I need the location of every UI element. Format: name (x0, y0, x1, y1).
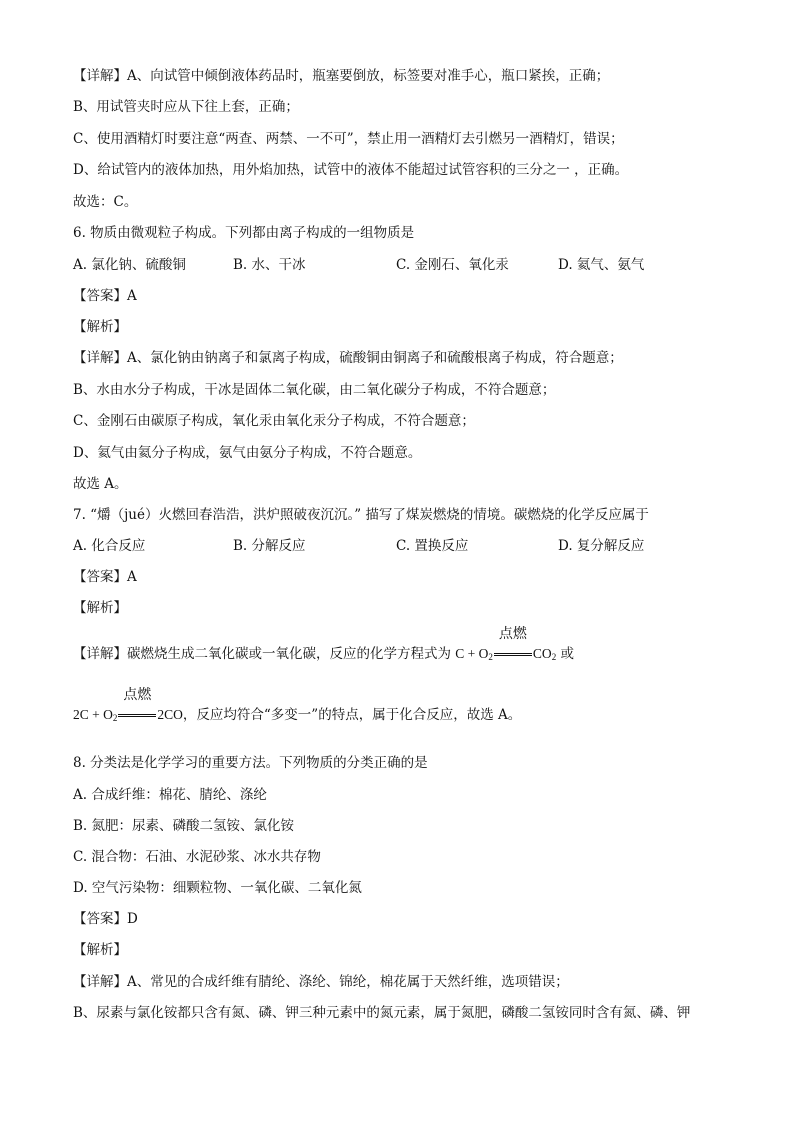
q7-analysis-heading: 【解析】 (73, 600, 127, 616)
q7-detail-line1 (73, 627, 574, 666)
eq2-o2-subscript: 2 (112, 713, 118, 723)
q5-conclusion: 故选：C。 (73, 194, 138, 210)
q5-detail-d: D、给试管内的液体加热，用外焰加热，试管中的液体不能超过试管容积的三分之一 ，正确。 (73, 162, 629, 178)
reaction-condition-arrow-2 (118, 688, 156, 724)
equation-carbon-dioxide (455, 627, 557, 662)
q7-option-b: B. 分解反应 (233, 538, 306, 554)
q5-detail-b: B、用试管夹时应从下往上套，正确； (73, 99, 299, 115)
reaction-condition-arrow (494, 627, 532, 663)
q8-answer: 【答案】D (73, 911, 138, 927)
q6-option-b: B. 水、干冰 (233, 257, 306, 273)
q6-detail-c: C、金刚石由碳原子构成，氧化汞由氧化汞分子构成，不符合题意； (73, 413, 475, 429)
q5-detail-c: C、使用酒精灯时要注意“两查、两禁、一不可”，禁止用一酒精灯去引燃另一酒精灯，错误； (73, 131, 624, 147)
q8-option-a: A. 合成纤维：棉花、腈纶、涤纶 (73, 787, 267, 803)
q6-option-d: D. 氦气、氨气 (558, 257, 645, 273)
q8-option-b: B. 氮肥：尿素、磷酸二氢铵、氯化铵 (73, 818, 295, 834)
q6-option-a: A. 氯化钠、硫酸铜 (73, 257, 186, 273)
ignite-condition-label: 点燃 (498, 627, 527, 642)
equation-carbon-monoxide (73, 688, 183, 723)
q8-option-c: C. 混合物：石油、水泥砂浆、冰水共存物 (73, 849, 321, 865)
eq1-reactants: C + O (455, 646, 489, 661)
q7-option-c: C. 置换反应 (396, 538, 469, 554)
q6-stem: 6. 物质由微观粒子构成。下列都由离子构成的一组物质是 (73, 225, 415, 241)
eq2-product: 2CO (157, 707, 183, 722)
eq1-co2-subscript: 2 (551, 652, 557, 662)
q6-conclusion: 故选 A。 (73, 476, 128, 492)
q5-detail-a: 【详解】A、向试管中倾倒液体药品时，瓶塞要倒放，标签要对准手心，瓶口紧挨，正确； (73, 68, 610, 84)
q7-stem: 7. “爝（jué）火燃回春浩浩，洪炉照破夜沉沉。” 描写了煤炭燃烧的情境。碳燃烧的化学反应属于 (73, 507, 649, 523)
q7-option-a: A. 化合反应 (73, 538, 146, 554)
q8-detail-b: B、尿素与氯化铵都只含有氮、磷、钾三种元素中的氮元素，属于氮肥，磷酸二氢铵同时含有氮、磷、钾 (73, 1005, 691, 1021)
q7-detail-line2 (73, 688, 522, 727)
q7-detail-or: 或 (556, 646, 574, 662)
ignite-condition-label-2: 点燃 (123, 688, 152, 703)
q8-stem: 8. 分类法是化学学习的重要方法。下列物质的分类正确的是 (73, 755, 428, 771)
q6-detail-d: D、氦气由氦分子构成，氨气由氨分子构成，不符合题意。 (73, 445, 422, 461)
q7-detail-intro: 【详解】碳燃烧生成二氧化碳或一氧化碳，反应的化学方程式为 (73, 646, 456, 662)
q6-option-c: C. 金刚石、氧化汞 (396, 257, 509, 273)
eq1-product: CO (532, 646, 552, 661)
q6-detail-b: B、水由水分子构成，干冰是固体二氧化碳，由二氧化碳分子构成，不符合题意； (73, 382, 556, 398)
q7-option-d: D. 复分解反应 (558, 538, 645, 554)
q6-detail-a: 【详解】A、氯化钠由钠离子和氯离子构成，硫酸铜由铜离子和硫酸根离子构成，符合题意； (73, 350, 623, 366)
q7-detail-conclusion: ，反应均符合“多变一”的特点，属于化合反应，故选 A。 (182, 707, 522, 723)
eq1-o2-subscript: 2 (488, 652, 493, 662)
q8-detail-a: 【详解】A、常见的合成纤维有腈纶、涤纶、锦纶，棉花属于天然纤维，选项错误； (73, 974, 569, 990)
q8-option-d: D. 空气污染物：细颗粒物、一氧化碳、二氧化氮 (73, 880, 362, 896)
q6-answer: 【答案】A (73, 288, 137, 304)
eq2-reactants: 2C + O (73, 707, 113, 722)
q6-analysis-heading: 【解析】 (73, 319, 127, 335)
q8-analysis-heading: 【解析】 (73, 942, 127, 958)
q7-answer: 【答案】A (73, 569, 137, 585)
